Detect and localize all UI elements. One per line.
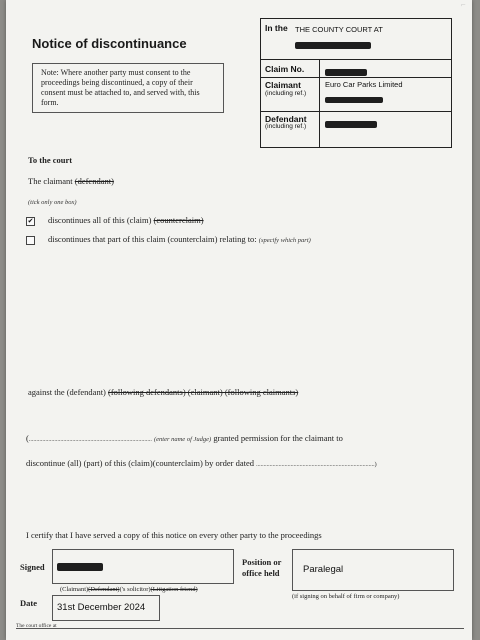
- consent-note: Note: Where another party must consent to the proceedings being discontinued, a copy of their consent must be attached to, and served with, this form.: [32, 63, 224, 113]
- claim-no-redaction: [325, 63, 367, 81]
- tick-instruction: (tick only one box): [28, 199, 77, 206]
- claimant-line: The claimant (defendant): [28, 176, 114, 186]
- option-all-text: discontinues all of this (claim) (counterclaim): [48, 215, 204, 225]
- discontinue-line: discontinue (all) (part) of this (claim)(counterclaim) by order dated ...............................................................................): [26, 458, 377, 468]
- position-value: Paralegal: [303, 564, 344, 575]
- position-field[interactable]: [292, 549, 454, 591]
- against-line: against the (defendant) (following defendants) (claimant) (following claimants): [28, 387, 299, 397]
- date-value: 31st December 2024: [57, 602, 146, 613]
- position-label: Position or office held: [242, 557, 282, 578]
- court-name: THE COUNTY COURT AT: [295, 25, 383, 34]
- claimant-label: Claimant: [265, 80, 301, 90]
- position-hint: (if signing on behalf of firm or company): [292, 593, 400, 600]
- claimant-value: Euro Car Parks Limited: [325, 80, 403, 89]
- certify-statement: I certify that I have served a copy of this notice on every other party to the proceedings: [26, 530, 322, 540]
- form-title: Notice of discontinuance: [32, 36, 187, 51]
- option-all-checkbox[interactable]: ✔: [27, 217, 34, 225]
- claim-no-label: Claim No.: [265, 64, 305, 74]
- date-label: Date: [20, 598, 37, 608]
- claimant-ref-redaction: [325, 91, 383, 109]
- court-name-redaction: [295, 36, 371, 54]
- judge-line: (.................................................................................. (enter name of Judge) granted permission for the claimant to: [26, 433, 343, 443]
- defendant-redaction: [325, 115, 377, 133]
- signature-box[interactable]: [52, 549, 234, 584]
- in-the-label: In the: [265, 23, 288, 33]
- footer-text: The court office at: [16, 623, 57, 629]
- defendant-sub-label: (including ref.): [265, 123, 307, 130]
- court-details-box: [260, 18, 452, 148]
- date-field[interactable]: [52, 595, 160, 621]
- defendant-label: Defendant: [265, 114, 307, 124]
- signed-capacity: (Claimant)(Defendant)('s solicitor)(Litigation friend): [60, 586, 198, 593]
- option-part-checkbox[interactable]: [26, 236, 35, 245]
- form-page: [6, 0, 472, 640]
- footer-divider: [16, 628, 464, 629]
- page-corner-mark: ⌐: [461, 0, 466, 9]
- claimant-sub-label: (including ref.): [265, 90, 307, 97]
- signature-redaction: [57, 563, 103, 571]
- to-the-court-heading: To the court: [28, 155, 73, 165]
- option-part-text: discontinues that part of this claim (counterclaim) relating to: (specify which part): [48, 234, 311, 244]
- signed-label: Signed: [20, 562, 45, 572]
